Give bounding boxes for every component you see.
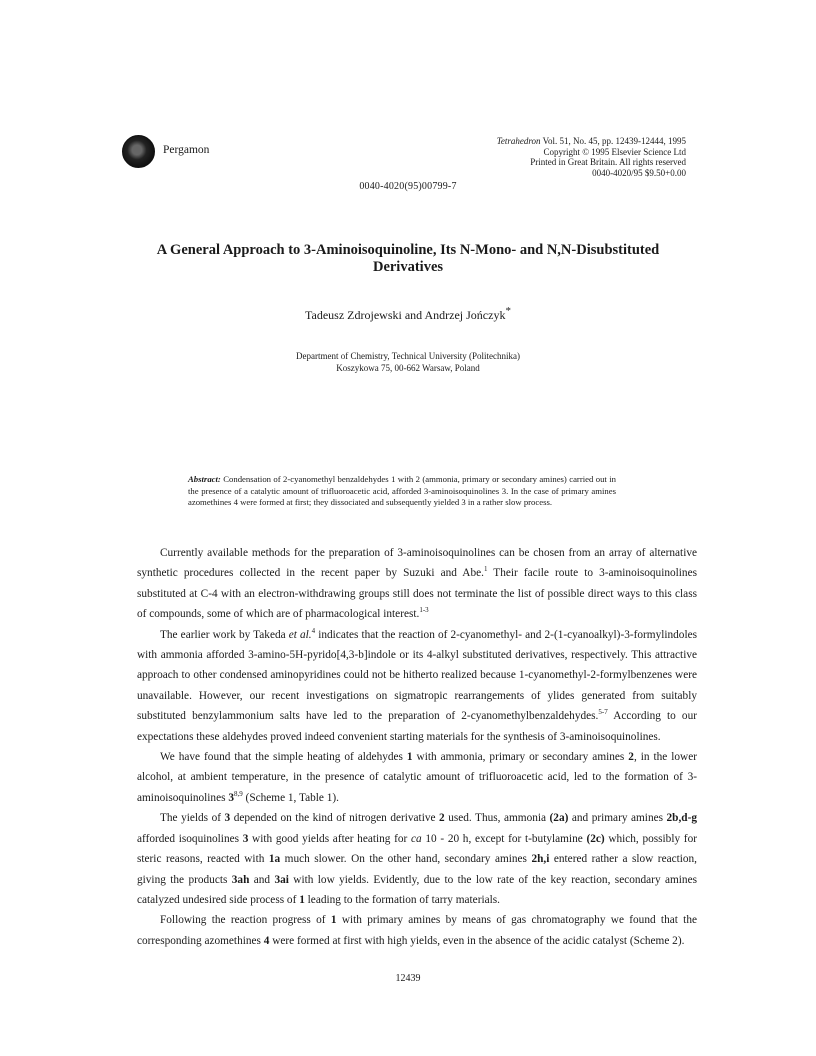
text-run: entered rather a slow reaction, giving the products — [137, 853, 698, 886]
paragraph-3 — [137, 747, 697, 808]
text-run: Currently available methods for the preparation of 3-aminoisoquinolines can be chosen from an array of alternative synthetic procedures collected in the recent paper by Suzuki and Abe. — [137, 547, 697, 580]
compound-ref: 3 — [224, 812, 231, 825]
page-number: 12439 — [395, 973, 421, 984]
text-run: with low yields. Evidently, due to the low rate of the key reaction, secondary amines catalyzed undesired side process of — [137, 873, 697, 906]
text-run: depended on the kind of nitrogen derivative — [230, 812, 440, 825]
text-run: Following the reaction progress of — [160, 914, 331, 927]
compound-ref: 2h,i — [531, 853, 550, 866]
compound-ref: (2a) — [549, 812, 569, 825]
text-run: much slower. On the other hand, secondary amines — [280, 853, 532, 866]
paragraph-5 — [137, 910, 697, 951]
text-run: were formed at first with high yields, even in the absence of the acidic catalyst (Scheme 2). — [269, 934, 685, 947]
compound-ref: 1 — [406, 751, 413, 764]
text-run: afforded isoquinolines — [137, 832, 243, 845]
text-run: The earlier work by Takeda — [160, 628, 289, 641]
compound-ref: 1 — [299, 893, 305, 906]
affiliation-line-1: Department of Chemistry, Technical University (Politechnika) — [295, 351, 521, 361]
printed-line: Printed in Great Britain. All rights reserved — [530, 157, 686, 168]
text-run: We have found that the simple heating of aldehydes — [160, 751, 407, 764]
journal-name: Tetrahedron — [496, 136, 541, 146]
text-run: According to our expectations these aldehydes proved indeed convenient starting materials for the synthesis of 3-aminoisoquinolines. — [137, 710, 697, 743]
compound-ref: (2c) — [586, 832, 605, 845]
text-run: used. Thus, ammonia — [444, 812, 550, 825]
article-authors — [0, 305, 816, 323]
journal-info-block — [386, 136, 686, 178]
text-run: which, possibly for steric reasons, reacted with — [137, 832, 697, 866]
affiliation-line-2: Koszykowa 75, 00-662 Warsaw, Poland — [336, 362, 480, 373]
publisher-logo — [122, 135, 155, 168]
text-run: The yields of — [160, 812, 225, 825]
compound-ref: 4 — [263, 934, 270, 947]
reference-mark: 1-3 — [419, 606, 429, 615]
text-run: , in the lower alcohol, at ambient temperature, in the presence of catalytic amount of trifluoroacetic acid, led to the formation of 3-aminoisoquinolines — [137, 751, 697, 804]
text-run: indicates that the reaction of 2-cyanomethyl- and 2-(1-cyanoalkyl)-3-formylindoles with ammonia afforded 3-amino-5H-pyrido[4,3-b]indole or its 4-alkyl substituted derivatives, respectively. This attractive approach to other condensed aminopyridines could not be hitherto realized because 1-cyanomethyl-2-formylbenzenes were unavailable. However, our recent investigations on sigmatropic rearrangements of ylides generated from suitably substituted benzylammonium salts have led to the preparation of 2-cyanomethylbenzaldehydes. — [137, 628, 697, 723]
text-run: leading to the formation of tarry materials. — [304, 893, 500, 906]
compound-ref: 3ah — [231, 873, 250, 886]
reference-mark: 1 — [483, 565, 488, 574]
issn-price-line: 0040-4020/95 $9.50+0.00 — [592, 167, 686, 178]
journal-volume-info: Vol. 51, No. 45, pp. 12439-12444, 1995 — [540, 136, 686, 146]
compound-ref: 3 — [242, 832, 249, 845]
text-run: and — [249, 873, 275, 886]
paragraph-1 — [137, 543, 697, 625]
text-run: with good yields after heating for — [248, 832, 411, 845]
article-doi: 0040-4020(95)00799-7 — [359, 181, 457, 192]
article-title: A General Approach to 3-Aminoisoquinoline, Its N-Mono- and N,N-Disubstituted Derivatives — [156, 242, 660, 275]
compound-ref: 1a — [268, 853, 281, 866]
article-body — [137, 543, 697, 951]
text-run: with primary amines by means of gas chromatography we found that the corresponding azomethines — [137, 914, 697, 947]
compound-ref: 2b,d-g — [666, 812, 697, 825]
journal-citation — [386, 136, 686, 147]
abstract-label: Abstract: — [188, 474, 221, 484]
compound-ref: 3ai — [274, 873, 289, 886]
copyright-line: Copyright © 1995 Elsevier Science Ltd — [543, 146, 686, 157]
text-run: and primary amines — [568, 812, 667, 825]
text-run: Their facile route to 3-aminoisoquinolines substituted at C-4 with an electron-withdrawing groups still does not terminate the list of possible direct ways to this class of compounds, some of which are of pharmacological interest. — [137, 567, 697, 621]
reference-mark: 8,9 — [233, 790, 243, 799]
et-al: et al. — [288, 628, 312, 641]
compound-ref: 2 — [628, 751, 634, 764]
compound-ref: 3 — [228, 791, 234, 804]
circa: ca — [411, 832, 422, 845]
publisher-name: Pergamon — [163, 144, 210, 156]
text-run: (Scheme 1, Table 1). — [242, 791, 339, 804]
corresponding-author-mark: * — [505, 305, 511, 317]
paragraph-4 — [137, 808, 697, 910]
compound-ref: 2 — [439, 812, 445, 825]
text-run: 10 - 20 h, except for t-butylamine — [421, 832, 587, 845]
compound-ref: 1 — [330, 914, 337, 927]
abstract-text: Condensation of 2-cyanomethyl benzaldehydes 1 with 2 (ammonia, primary or secondary amines) carried out in the presence of a catalytic amount of trifluoroacetic acid, afforded 3-aminoisoquinolines 3. In the case of primary amines azomethines 4 were formed at first; they dissociated and subsequently yielded 3 in a rather slow process. — [188, 474, 616, 508]
text-run: with ammonia, primary or secondary amines — [412, 751, 629, 764]
reference-mark: 5-7 — [598, 708, 608, 717]
reference-mark: 4 — [311, 626, 316, 635]
paragraph-2 — [137, 625, 697, 747]
abstract — [188, 474, 616, 509]
author-names: Tadeusz Zdrojewski and Andrzej Jończyk — [305, 308, 506, 322]
author-affiliation — [0, 351, 816, 374]
